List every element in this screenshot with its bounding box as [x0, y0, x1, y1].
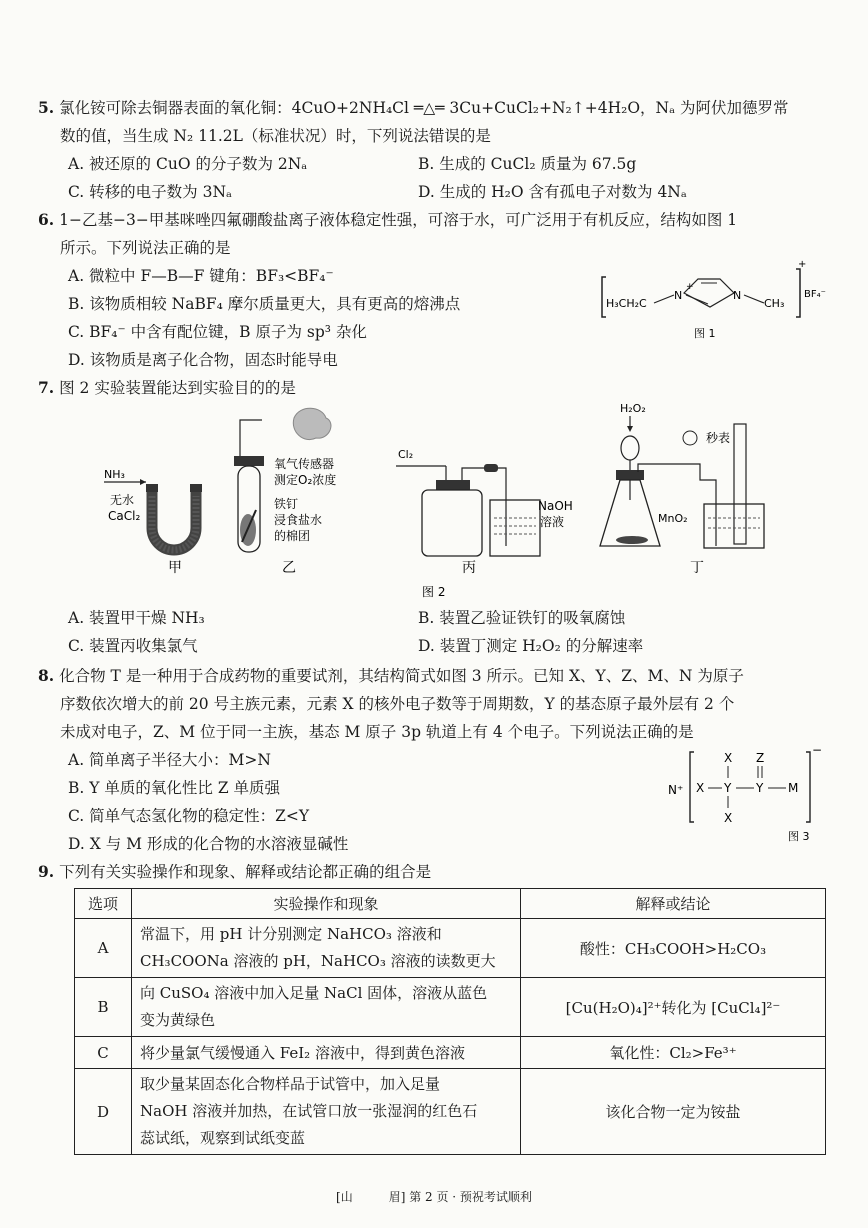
- ding-h2o2-label: H₂O₂: [620, 402, 646, 415]
- q8-stem-line3: 未成对电子，Z、M 位于同一主族，基态 M 原子 3p 轨道上有 4 个电子。下列说法正确的是: [60, 723, 694, 741]
- ding-mno2-label: MnO₂: [658, 512, 688, 525]
- q6-stem-line2: 所示。下列说法正确的是: [60, 239, 231, 257]
- q9-row-c-option: C: [75, 1037, 132, 1069]
- fig3-y2: Y: [756, 781, 764, 795]
- ding-label: 丁: [690, 560, 704, 576]
- q9-row-c-operation: 将少量氯气缓慢通入 FeI₂ 溶液中，得到黄色溶液: [132, 1037, 521, 1069]
- q5-option-b: B. 生成的 CuCl₂ 质量为 67.5g: [418, 155, 637, 173]
- q9-table-header: [75, 889, 826, 919]
- q8-number: 8.: [38, 666, 55, 685]
- yi-nail-label: 铁钉: [274, 497, 299, 511]
- q7-option-d: D. 装置丁测定 H₂O₂ 的分解速率: [418, 637, 644, 655]
- q9-row-d-option: D: [75, 1069, 132, 1155]
- fig3-y1: Y: [724, 781, 732, 795]
- fig1-n1: N: [674, 289, 683, 302]
- figure-3-structure: [660, 744, 840, 844]
- bing-cl2-label: Cl₂: [398, 448, 414, 461]
- q9-row-b-op2: 变为黄绿色: [140, 1011, 216, 1029]
- fig3-x-bottom: X: [724, 811, 733, 825]
- q9-row-b-conclusion: [Cu(H₂O)₄]²⁺转化为 [CuCl₄]²⁻: [521, 978, 826, 1037]
- q5-option-c: C. 转移的电子数为 3Nₐ: [68, 183, 232, 201]
- q8-option-a: A. 简单离子半径大小：M>N: [68, 751, 271, 769]
- apparatus-yi: [234, 408, 336, 576]
- fig1-plus: +: [686, 282, 694, 292]
- q7-option-b: B. 装置乙验证铁钉的吸氧腐蚀: [418, 609, 626, 627]
- q6-number: 6.: [38, 210, 55, 229]
- q6-stem-line1: [38, 206, 737, 234]
- jia-cacl2-label2: CaCl₂: [108, 509, 141, 523]
- apparatus-jia: [104, 468, 202, 576]
- fig3-x-top: X: [724, 751, 733, 765]
- yi-label: 乙: [282, 560, 296, 576]
- jia-label: 甲: [168, 560, 182, 576]
- q9-row-a-option: A: [75, 919, 132, 978]
- q9-row-d-op2: NaOH 溶液并加热，在试管口放一张湿润的红色石: [140, 1102, 478, 1120]
- q9-header-conclusion: 解释或结论: [521, 889, 826, 919]
- fig3-x-left: X: [696, 781, 705, 795]
- q9-row-d-op1: 取少量某固态化合物样品于试管中，加入足量: [140, 1075, 441, 1093]
- q8-option-b: B. Y 单质的氧化性比 Z 单质强: [68, 779, 281, 797]
- fig1-n2: N: [733, 289, 742, 302]
- q9-number: 9.: [38, 862, 55, 881]
- q8-option-d: D. X 与 M 形成的化合物的水溶液显碱性: [68, 835, 349, 853]
- apparatus-ding: [600, 402, 764, 576]
- fig1-left-group: H₃CH₂C: [606, 297, 647, 310]
- table-row: [75, 1037, 826, 1069]
- q9-row-a-op1: 常温下，用 pH 计分别测定 NaHCO₃ 溶液和: [140, 925, 442, 943]
- q9-stem-line: [38, 858, 431, 886]
- page-footer: [山 眉] 第 2 页 · 预祝考试顺利: [336, 1190, 532, 1204]
- q6-stem-text1: 1−乙基−3−甲基咪唑四氟硼酸盐离子液体稳定性强，可溶于水，可广泛用于有机反应，结构如图 1: [59, 211, 738, 229]
- q9-row-d-op3: 蕊试纸，观察到试纸变蓝: [140, 1129, 306, 1147]
- yi-cotton-label1: 浸食盐水: [274, 513, 323, 527]
- q5-option-a: A. 被还原的 CuO 的分子数为 2Nₐ: [68, 155, 308, 173]
- q9-header-option: 选项: [75, 889, 132, 919]
- figure-1-structure: [600, 255, 826, 350]
- table-row: [75, 919, 826, 978]
- bing-naoh-label1: NaOH: [538, 499, 573, 513]
- table-row: [75, 1069, 826, 1155]
- q5-stem-line1: [38, 94, 789, 122]
- q6-option-a: A. 微粒中 F—B—F 键角：BF₃<BF₄⁻: [68, 267, 334, 285]
- q8-stem-line1: [38, 662, 744, 690]
- q5-number: 5.: [38, 98, 55, 117]
- fig1-label: 图 1: [694, 327, 716, 340]
- q9-row-a-operation: [132, 919, 521, 978]
- q5-stem-line2: 数的值，当生成 N₂ 11.2L（标准状况）时，下列说法错误的是: [60, 127, 491, 145]
- q9-row-c-conclusion: 氧化性：Cl₂>Fe³⁺: [521, 1037, 826, 1069]
- q9-row-b-option: B: [75, 978, 132, 1037]
- q9-stem-text: 下列有关实验操作和现象、解释或结论都正确的组合是: [59, 863, 432, 881]
- fig3-n: N⁺: [668, 783, 684, 797]
- jia-cacl2-label1: 无水: [110, 493, 135, 507]
- fig1-anion: BF₄⁻: [804, 289, 826, 300]
- yi-sensor-label2: 测定O₂浓度: [274, 473, 337, 487]
- q9-row-a-conclusion: 酸性：CH₃COOH>H₂CO₃: [521, 919, 826, 978]
- yi-sensor-label1: 氧气传感器: [274, 457, 335, 471]
- q5-option-d: D. 生成的 H₂O 含有孤电子对数为 4Nₐ: [418, 183, 687, 201]
- apparatus-bing: [396, 448, 573, 576]
- q5-stem-text1: 氯化铵可除去铜器表面的氧化铜：4CuO+2NH₄Cl ═△═ 3Cu+CuCl₂+N₂↑+4H₂O，Nₐ 为阿伏加德罗常: [59, 99, 789, 117]
- bing-label: 丙: [462, 560, 476, 576]
- q9-header-operation: 实验操作和现象: [132, 889, 521, 919]
- fig2-label: 图 2: [422, 585, 446, 599]
- q9-row-d-operation: [132, 1069, 521, 1155]
- q7-stem-line: [38, 374, 296, 402]
- table-row: [75, 978, 826, 1037]
- q9-row-b-operation: [132, 978, 521, 1037]
- q8-stem-line2: 序数依次增大的前 20 号主族元素，元素 X 的核外电子数等于周期数，Y 的基态原子最外层有 2 个: [60, 695, 735, 713]
- q6-option-d: D. 该物质是离子化合物，固态时能导电: [68, 351, 338, 369]
- q7-number: 7.: [38, 378, 55, 397]
- q7-stem-text: 图 2 实验装置能达到实验目的的是: [59, 379, 296, 397]
- fig1-charge: +: [798, 259, 807, 270]
- fig3-m: M: [788, 781, 799, 795]
- yi-cotton-label2: 的棉团: [274, 529, 311, 543]
- q8-option-c: C. 简单气态氢化物的稳定性：Z<Y: [68, 807, 310, 825]
- q9-row-a-op2: CH₃COONa 溶液的 pH，NaHCO₃ 溶液的读数更大: [140, 952, 496, 970]
- fig1-right-group: CH₃: [764, 297, 785, 310]
- fig3-charge: −: [812, 743, 823, 757]
- q9-table: [74, 888, 826, 1155]
- figure-2-apparatus: [90, 400, 790, 625]
- q7-option-a: A. 装置甲干燥 NH₃: [68, 609, 205, 627]
- q7-option-c: C. 装置丙收集氯气: [68, 637, 198, 655]
- jia-nh3-label: NH₃: [104, 468, 125, 481]
- fig3-label: 图 3: [788, 830, 810, 843]
- fig3-z: Z: [756, 751, 765, 765]
- bing-naoh-label2: 溶液: [540, 515, 565, 529]
- ding-stopwatch-label: 秒表: [706, 431, 731, 445]
- q9-row-b-op1: 向 CuSO₄ 溶液中加入足量 NaCl 固体，溶液从蓝色: [140, 984, 488, 1002]
- q6-option-b: B. 该物质相较 NaBF₄ 摩尔质量更大，具有更高的熔沸点: [68, 295, 461, 313]
- q6-option-c: C. BF₄⁻ 中含有配位键，B 原子为 sp³ 杂化: [68, 323, 367, 341]
- q9-row-d-conclusion: 该化合物一定为铵盐: [521, 1069, 826, 1155]
- q8-stem-text1: 化合物 T 是一种用于合成药物的重要试剂，其结构简式如图 3 所示。已知 X、Y、Z、M、N 为原子: [59, 667, 744, 685]
